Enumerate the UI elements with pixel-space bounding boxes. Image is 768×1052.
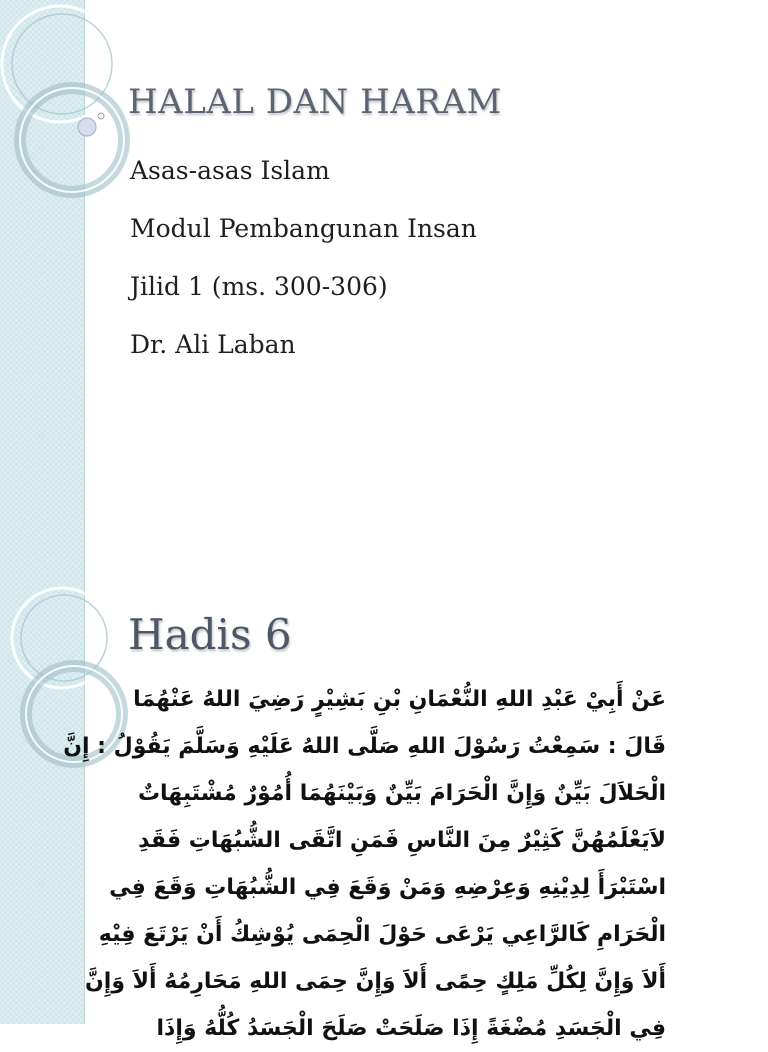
slide-2 <box>0 576 768 1041</box>
subtitle-list <box>130 154 477 386</box>
hadith-line: الْحَرَامِ كَالرَّاعِي يَرْعَى حَوْلَ الْحِمَى يُوْشِكُ أَنْ يَرْتَعَ فِيْهِ <box>98 922 666 947</box>
hadith-line: قَالَ : سَمِعْتُ رَسُوْلَ اللهِ صَلَّى اللهُ عَلَيْهِ وَسَلَّمَ يَقُوْلُ : إِنَّ <box>63 734 666 759</box>
hadith-line: عَنْ أَبِيْ عَبْدِ اللهِ النُّعْمَانِ بْنِ بَشِيْرٍ رَضِيَ اللهُ عَنْهُمَا <box>133 687 666 712</box>
side-pattern-band <box>0 0 85 576</box>
hadith-line: لاَيَعْلَمُهُنَّ كَثِيْرٌ مِنَ النَّاسِ فَمَنِ اتَّقَى الشُّبُهَاتِ فَقَدِ <box>138 828 666 853</box>
hadith-line: أَلاَ وَإِنَّ لِكُلِّ مَلِكٍ حِمًى أَلاَ وَإِنَّ حِمَى اللهِ مَحَارِمُهُ أَلاَ وَإِنَّ <box>85 969 666 994</box>
hadith-line: اسْتَبْرَأَ لِدِيْنِهِ وَعِرْضِهِ وَمَنْ وَقَعَ فِي الشُّبُهَاتِ وَقَعَ فِي <box>109 875 666 900</box>
subtitle-line: Modul Pembangunan Insan <box>130 214 477 243</box>
hadith-text <box>63 676 666 1052</box>
hadith-line: فِي الْجَسَدِ مُضْغَةً إِذَا صَلَحَتْ صَلَحَ الْجَسَدُ كُلُّهُ وَإِذَا <box>156 1016 666 1041</box>
subtitle-line: Dr. Ali Laban <box>130 330 296 359</box>
side-pattern-band <box>0 576 85 1024</box>
slide-title: HALAL DAN HARAM <box>128 82 502 122</box>
subtitle-line: Jilid 1 (ms. 300-306) <box>130 272 388 301</box>
slide-title: Hadis 6 <box>128 610 292 659</box>
subtitle-line: Asas-asas Islam <box>130 156 330 185</box>
hadith-line: الْحَلاَلَ بَيِّنٌ وَإِنَّ الْحَرَامَ بَيِّنٌ وَبَيْنَهُمَا أُمُوْرٌ مُشْتَبِهَاتٌ <box>137 781 666 806</box>
